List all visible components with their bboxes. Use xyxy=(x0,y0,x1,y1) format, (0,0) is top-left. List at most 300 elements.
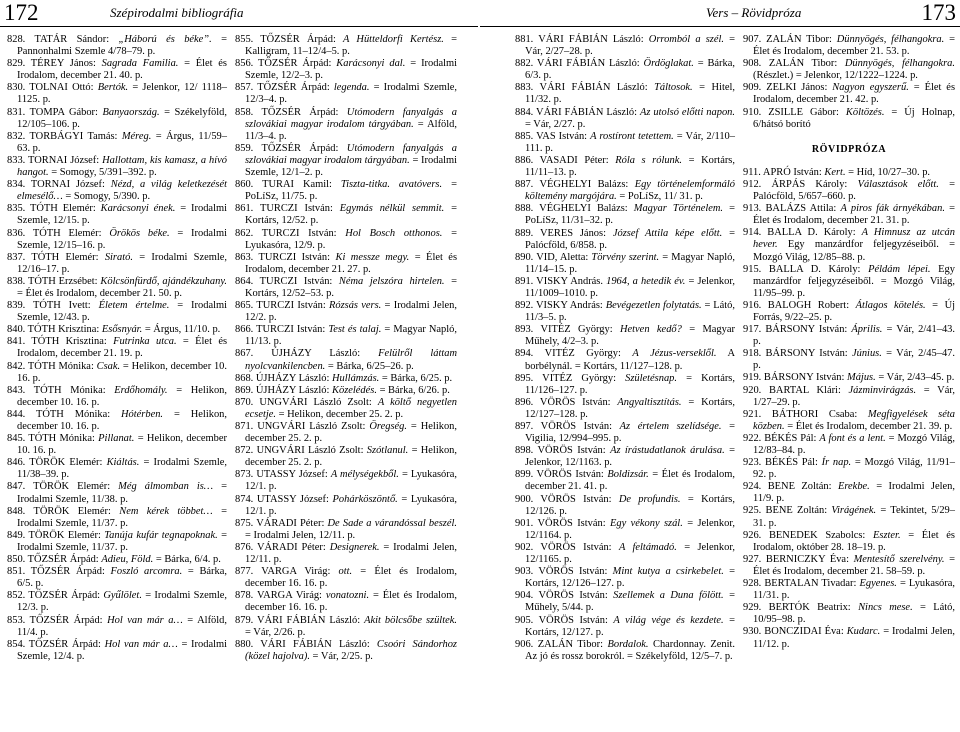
entry-source: = Jelenkor, 12/1163. p. xyxy=(525,445,735,469)
entry-author: 862. TURCZI István: xyxy=(235,227,346,239)
entry-author: 909. ZELKI János: xyxy=(743,82,833,94)
entry-title: Egymás nélkül semmit. xyxy=(339,203,445,215)
bibliography-entry xyxy=(515,276,735,300)
bibliography-entry xyxy=(7,336,227,360)
entry-source: = Kortárs, 12/127. p. xyxy=(525,614,735,638)
entry-source: = Irodalmi Szemle, 11/38. p. xyxy=(17,481,227,505)
entry-source: = PoLíSz, 11/31–32. p. xyxy=(525,203,735,227)
entry-author: 887. VÉGHELYI Balázs: xyxy=(515,179,635,191)
entry-source: = Jelenkor, 12/ 1118–1125. p. xyxy=(17,82,227,106)
entry-title: Adieu, Föld. xyxy=(101,554,154,566)
entry-author: 914. BALLA D. Károly: xyxy=(743,227,862,239)
entry-author: 921. BÁTHORI Csaba: xyxy=(743,408,868,420)
entry-source: = Vigilia, 12/994–995. p. xyxy=(525,421,735,445)
entry-author: 882. VÁRI FÁBIÁN László: xyxy=(515,58,644,70)
entry-author: 856. TŐZSÉR Árpád: xyxy=(235,58,337,70)
entry-title: „Háború és béke”. xyxy=(118,34,212,45)
entry-source: = Kortárs, 11/11–13. p. xyxy=(525,154,735,179)
entry-source: = Mozgó Világ, 11/91–92. p. xyxy=(753,457,956,481)
right-header-rule xyxy=(480,26,960,27)
bibliography-entry xyxy=(743,554,955,578)
entry-title: Dünnyögés, félhangokra. xyxy=(844,58,955,70)
entry-source: = Élet és Irodalom, december 16. 16. p. xyxy=(245,566,457,590)
bibliography-entry xyxy=(515,179,735,203)
entry-source: = Irodalmi Szemle, 12/3–4. p. xyxy=(245,82,457,106)
entry-author: 869. ÚJHÁZY László: xyxy=(235,384,333,396)
left-running-title: Szépirodalmi bibliográfia xyxy=(110,5,244,20)
entry-title: Erdőhomály. xyxy=(114,384,168,396)
bibliography-entry xyxy=(515,348,735,372)
entry-title: Kudarc. xyxy=(846,626,881,638)
bibliography-entry xyxy=(515,228,735,252)
entry-title: Pohárköszöntő. xyxy=(332,493,398,505)
entry-title: Karácsonyi ének. xyxy=(100,203,176,215)
entry-title: 1964, a hetedik év. xyxy=(606,275,686,287)
bibliography-entry xyxy=(7,252,227,276)
bibliography-entry xyxy=(7,590,227,614)
entry-author: 850. TŐZSÉR Árpád: xyxy=(7,554,102,566)
entry-source: = Vár, 2/27. p. xyxy=(525,118,586,130)
entry-title: Róla s rólunk. xyxy=(615,154,683,166)
entry-title: Akit bölcsőbe szültek. xyxy=(364,614,457,626)
entry-title: A font és a lent. xyxy=(819,432,886,444)
entry-title: Hol van már a… xyxy=(107,614,183,626)
entry-title: Tiszta-titka. avatóvers. xyxy=(340,179,443,191)
entry-author: 905. VÖRÖS István: xyxy=(515,614,614,626)
entry-title: Törvény szerint. xyxy=(591,251,660,263)
entry-title: Utómodern fanyalgás a szlovákiai magyar irodalom tárgyában. xyxy=(245,142,457,166)
entry-title: vonatozni. xyxy=(325,590,370,602)
entry-author: 865. TURCZI István: xyxy=(235,300,329,312)
bibliography-entry xyxy=(743,167,955,179)
entry-source: = Élet és Irodalom, december 16. 16. p. xyxy=(245,590,457,614)
bibliography-entry xyxy=(235,469,457,493)
entry-author: 828. TATÁR Sándor: xyxy=(7,34,119,45)
entry-title: Hullámzás. xyxy=(332,372,380,384)
bibliography-entry xyxy=(743,179,955,203)
entry-author: 924. BENE Zoltán: xyxy=(743,481,838,493)
entry-title: A költő negyetlen ecsetje. xyxy=(245,396,457,420)
entry-author: 852. TŐZSÉR Árpád: xyxy=(7,590,104,602)
entry-title: Pillanat. xyxy=(98,433,135,445)
bibliography-entry xyxy=(7,300,227,324)
entry-author: 897. VÖRÖS István: xyxy=(515,421,620,432)
bibliography-entry xyxy=(743,324,955,348)
entry-title: Csak. xyxy=(96,360,121,372)
entry-author: 910. ZSILLE Gábor: xyxy=(743,106,846,118)
bibliography-entry xyxy=(743,348,955,372)
bibliography-entry xyxy=(515,82,735,106)
entry-author: 903. VÖRÖS István: xyxy=(515,566,613,578)
entry-author: 920. BARTAL Klári: xyxy=(743,384,849,396)
entry-author: 915. BALLA D. Károly: xyxy=(743,263,869,275)
entry-title: Hol van már a… xyxy=(104,638,178,650)
bibliography-entry xyxy=(743,34,955,58)
entry-source: = Élet és Irodalom, december 21. 42. p. xyxy=(753,82,956,106)
bibliography-entry xyxy=(7,530,227,554)
entry-source: = Vár, 2/27–28. p. xyxy=(525,34,736,58)
entry-source: = Élet és Irodalom, december 21. 27. p. xyxy=(245,251,458,275)
bibliography-entry xyxy=(7,433,227,457)
bibliography-entry xyxy=(515,397,735,421)
entry-author: 846. TÖRÖK Elemér: xyxy=(7,457,107,469)
entry-author: 902. VÖRÖS István: xyxy=(515,541,619,553)
entry-source: = PoLíSz, 11/75. p. xyxy=(245,179,457,203)
entry-author: 834. TORNAI József: xyxy=(7,179,111,191)
entry-title: De Sade a várandóssal beszél. xyxy=(327,517,458,529)
entry-title: Örökös béke. xyxy=(109,227,170,239)
bibliography-entry xyxy=(743,107,955,131)
entry-title: Egy történelemformáló költemény margójára. xyxy=(525,179,735,203)
entry-title: Eszter. xyxy=(873,529,901,541)
entry-author: 906. ZALÁN Tibor: xyxy=(515,638,608,650)
entry-author: 926. BENEDEK Szabolcs: xyxy=(743,529,874,541)
bibliography-entry xyxy=(515,324,735,348)
bibliography-entry xyxy=(7,385,227,409)
bibliography-entry xyxy=(515,34,735,58)
entry-author: 907. ZALÁN Tibor: xyxy=(743,34,837,45)
entry-author: 912. ÁRPÁS Károly: xyxy=(743,178,858,190)
bibliography-entry xyxy=(7,203,227,227)
entry-title: Választások előtt. xyxy=(857,178,939,190)
entry-author: 892. VISKY András: xyxy=(515,300,606,312)
bibliography-entry xyxy=(515,131,735,155)
entry-author: 857. TŐZSÉR Árpád: xyxy=(235,82,334,94)
entry-source: = Élet és Irodalom, december 21. 50. p. xyxy=(17,287,183,299)
entry-source: = Tekintet, 5/29–31. p. xyxy=(753,505,955,529)
entry-source: = Helikon, december 10. 16. p. xyxy=(17,360,227,384)
entry-author: 927. BERNICZKY Éva: xyxy=(743,553,854,565)
bibliography-entry xyxy=(515,300,735,324)
entry-author: 918. BÁRSONY István: xyxy=(743,348,852,360)
bibliography-entry xyxy=(743,82,955,106)
entry-title: A világ vége és kezdete. xyxy=(613,614,724,626)
entry-title: József Attila képe előtt. xyxy=(612,227,723,239)
entry-source: = Jelenkor, 12/1165. p. xyxy=(525,541,735,566)
entry-source: = Élet és Irodalom, december 21. 39. p. xyxy=(784,420,953,432)
entry-source: = Látó, 11/3–5. p. xyxy=(525,300,736,324)
entry-author: 895. VITÉZ György: xyxy=(515,372,626,384)
entry-author: 876. VÁRADI Péter: xyxy=(235,541,330,553)
bibliography-entry xyxy=(7,58,227,82)
entry-author: 837. TÓTH Elemér: xyxy=(7,251,105,263)
entry-source: = Bárka, 6/4. p. xyxy=(153,554,221,566)
entry-source: = Irodalmi Szemle, 12/3. p. xyxy=(17,590,227,614)
bibliography-entry xyxy=(515,542,735,566)
entry-source: = Vár, 1/27–29. p. xyxy=(753,384,955,408)
entry-source: = Árgus, 11/59–63. p. xyxy=(17,130,227,154)
entry-author: 879. VÁRI FÁBIÁN László: xyxy=(235,614,365,626)
entry-title: Példám lépei. xyxy=(868,263,931,275)
entry-source: = Műhely, 5/44. p. xyxy=(525,590,735,614)
entry-source: = Helikon, december 10. 16. p. xyxy=(17,384,227,408)
entry-source: = Kalligram, 11–12/4–5. p. xyxy=(245,34,457,58)
entry-title: Orromból a szél. xyxy=(648,34,724,45)
entry-author: 858. TŐZSÉR Árpád: xyxy=(235,106,347,118)
entry-author: 891. VISKY András. xyxy=(515,275,607,287)
entry-author: 864. TURCZI István: xyxy=(235,275,339,287)
bibliography-entry xyxy=(7,228,227,252)
entry-author: 871. UNGVÁRI László Zsolt: xyxy=(235,421,370,432)
entry-title: Hallottam, kis kamasz, a hívó hangot. xyxy=(17,154,227,179)
entry-author: 842. TÓTH Mónika: xyxy=(7,360,97,372)
entry-title: Kiáltás. xyxy=(106,457,140,469)
entry-source: = Magyar Napló, 11/14–15. p. xyxy=(525,251,735,275)
bibliography-entry xyxy=(7,554,227,566)
entry-source: = Kortárs, 12/126. p. xyxy=(525,493,735,517)
entry-author: 881. VÁRI FÁBIÁN László: xyxy=(515,34,649,45)
entry-title: Még álmomban is… xyxy=(118,481,214,493)
entry-author: 923. BÉKÉS Pál: xyxy=(743,457,822,469)
entry-title: Esősnyár. xyxy=(101,324,143,336)
entry-source: = Irodalmi Jelen, 11/9. p. xyxy=(753,481,955,505)
entry-title: Életem értelme. xyxy=(98,300,170,312)
entry-source: = Mozgó Világ, 12/83–84. p. xyxy=(753,432,955,456)
bibliography-entry xyxy=(743,372,955,384)
entry-title: Mint kutya a csirkebelet. xyxy=(612,566,724,578)
bibliography-entry xyxy=(235,639,457,663)
entry-source: = Kortárs, 12/52. p. xyxy=(245,203,458,227)
bibliography-entry xyxy=(743,578,955,602)
right-page-header xyxy=(480,0,960,26)
bibliography-entry xyxy=(235,518,457,542)
entry-author: 893. VITÉZ György: xyxy=(515,324,620,336)
bibliography-entry xyxy=(743,457,955,481)
section-heading: RÖVIDPRÓZA xyxy=(811,143,887,155)
entry-author: 872. UNGVÁRI László Zsolt: xyxy=(235,445,367,457)
bibliography-entry xyxy=(7,131,227,155)
entry-author: 922. BÉKÉS Pál: xyxy=(743,432,820,444)
entry-source: = Élet és Irodalom, december 21. 58–59. p. xyxy=(753,553,955,577)
entry-source: = Lyukasóra, 12/1. p. xyxy=(245,493,458,517)
entry-source: = Élet és Irodalom, december 21. 53. p. xyxy=(753,34,955,58)
bibliography-entry xyxy=(235,276,457,300)
bibliography-entry xyxy=(235,203,457,227)
column-3 xyxy=(515,34,735,663)
entry-title: Néma jelszóra hirtelen. xyxy=(338,275,445,287)
entry-source: = Bárka, 6/25–26. p. xyxy=(325,360,414,372)
bibliography-entry xyxy=(515,615,735,639)
bibliography-entry xyxy=(515,373,735,397)
entry-source: = Új Holnap, 6/hátsó borító xyxy=(753,106,955,130)
entry-title: Kert. xyxy=(824,166,846,178)
entry-title: Hótérben. xyxy=(121,408,164,420)
entry-title: A piros fák árnyékában. xyxy=(840,203,945,215)
entry-source: = Kortárs, 11/126–127. p. xyxy=(525,372,735,396)
entry-author: 878. VARGA Virág: xyxy=(235,590,326,602)
entry-author: 889. VERES János: xyxy=(515,227,613,239)
entry-source: = Élet és Irodalom, december 21. 31. p. xyxy=(753,203,956,227)
entry-source: = Magyar Műhely, 4/2–3. p. xyxy=(525,324,735,348)
entry-source: = Lyukasóra, 11/31. p. xyxy=(753,578,955,602)
entry-title: A Hütteldorfi Kertész. xyxy=(343,34,444,45)
bibliography-entry xyxy=(235,494,457,518)
bibliography-entry xyxy=(235,179,457,203)
entry-source: = Kortárs, 12/52–53. p. xyxy=(245,275,458,299)
bibliography-entry xyxy=(743,505,955,529)
entry-title: Sirató. xyxy=(104,251,133,263)
right-page-number: 173 xyxy=(921,0,956,25)
entry-source: = Alföld, 11/3–4. p. xyxy=(245,118,458,142)
entry-source: = Irodalmi Szemle, 12/2–3. p. xyxy=(245,58,458,82)
entry-source: = Helikon, december 25. 2. p. xyxy=(276,408,404,420)
entry-source: = Helikon, december 10. 16. p. xyxy=(17,408,227,432)
bibliography-entry xyxy=(235,385,457,397)
bibliography-entry xyxy=(7,615,227,639)
bibliography-entry xyxy=(743,530,955,554)
entry-source: = Somogy, 5/391–392. p. xyxy=(48,167,157,179)
bibliography-entry xyxy=(7,506,227,530)
entry-author: 863. TURCZI István: xyxy=(235,251,336,263)
entry-source: = PoLíSz, 11/ 31. p. xyxy=(616,191,703,203)
bibliography-entry xyxy=(515,252,735,276)
entry-author: 884. VÁRI FÁBIÁN László: xyxy=(515,106,641,118)
entry-author: 861. TURCZI István: xyxy=(235,203,340,215)
bibliography-entry xyxy=(743,626,955,650)
entry-source: = Alföld, 11/4. p. xyxy=(17,614,228,638)
entry-author: 883. VÁRI FÁBIÁN László: xyxy=(515,82,655,94)
entry-title: Designerek. xyxy=(329,541,380,553)
entry-author: 838. TÓTH Erzsébet: xyxy=(7,275,101,287)
bibliography-entry xyxy=(743,433,955,457)
entry-title: Bertók. xyxy=(97,82,129,94)
bibliography-entry xyxy=(7,639,227,663)
entry-title: Nincs mese. xyxy=(858,602,913,614)
entry-source: = Helikon, december 25. 2. p. xyxy=(245,445,457,469)
entry-author: 900. VÖRÖS István: xyxy=(515,493,619,505)
entry-title: Jázminvirágzás. xyxy=(848,384,917,396)
bibliography-entry xyxy=(235,566,457,590)
entry-title: A mélységekből. xyxy=(330,469,399,481)
column-1 xyxy=(7,34,227,663)
entry-source: = Irodalmi Jelen, 12/11. p. xyxy=(245,529,356,541)
entry-title: Utómodern fanyalgás a szlovákiai magyar irodalom tárgyában. xyxy=(245,106,457,130)
entry-title: Karácsonyi dal. xyxy=(336,58,406,70)
entry-title: Egy vékony szál. xyxy=(610,517,683,529)
entry-source: = Irodalmi Szemle, 12/4. p. xyxy=(17,638,227,662)
entry-title: Május. xyxy=(847,372,876,384)
entry-author: 930. BONCZIDAI Éva: xyxy=(743,626,847,638)
bibliography-entry xyxy=(235,421,457,445)
bibliography-entry xyxy=(743,300,955,324)
bibliography-entry xyxy=(7,107,227,131)
entry-author: 845. TÓTH Mónika: xyxy=(7,433,99,445)
bibliography-entry xyxy=(7,409,227,433)
entry-title: Bevégezetlen folytatás. xyxy=(605,300,702,312)
entry-title: Az utolsó előtti napon. xyxy=(640,106,736,118)
entry-title: Ki messze megy. xyxy=(335,251,410,263)
entry-source: A borbélynál. = Kortárs, 11/127–128. p. xyxy=(525,348,735,372)
bibliography-entry xyxy=(743,481,955,505)
entry-title: legenda. xyxy=(333,82,370,94)
entry-source: = Pannonhalmi Szemle 4/78–79. p. xyxy=(17,34,227,58)
entry-title: Hol Bosch otthonos. xyxy=(345,227,443,239)
entry-title: Az írástudatlanok árulása. xyxy=(610,445,725,457)
entry-title: Rózsás vers. xyxy=(329,300,382,312)
bibliography-entry xyxy=(515,494,735,518)
bibliography-entry xyxy=(235,228,457,252)
entry-source: = Kortárs, 12/127–128. p. xyxy=(525,396,735,420)
right-running-title: Vers – Rövidpróza xyxy=(706,5,802,20)
entry-source: = Helikon, december 25. 2. p. xyxy=(245,421,457,445)
entry-author: 840. TÓTH Krisztina: xyxy=(7,324,102,336)
bibliography-entry xyxy=(7,179,227,203)
bibliography-entry xyxy=(743,203,955,227)
bibliography-entry xyxy=(235,542,457,566)
bibliography-entry xyxy=(7,324,227,336)
entry-source: = Irodalmi Jelen, 12/11. p. xyxy=(245,541,457,566)
entry-source: = Vár, 2/25. p. xyxy=(309,650,373,662)
bibliography-entry xyxy=(515,421,735,445)
entry-source: = Palócföld, 6/858. p. xyxy=(525,227,736,251)
column-4 xyxy=(743,34,955,651)
entry-author: 901. VÖRÖS István: xyxy=(515,517,610,529)
entry-title: Június. xyxy=(851,348,882,360)
entry-author: 899. VÖRÖS István: xyxy=(515,469,608,481)
entry-source: = Látó, 10/95–98. p. xyxy=(753,602,956,626)
entry-title: Felülről láttam nyolcvankilencben. xyxy=(245,348,458,372)
left-page-header xyxy=(0,0,478,26)
entry-title: Méreg. xyxy=(121,130,152,142)
entry-author: 844. TÓTH Mónika: xyxy=(7,408,122,420)
entry-author: 917. BÁRSONY István: xyxy=(743,324,852,336)
entry-title: Ördöglakat. xyxy=(643,58,694,70)
bibliography-entry xyxy=(743,409,955,433)
bibliography-entry xyxy=(515,518,735,542)
bibliography-entry xyxy=(7,361,227,385)
left-page-number: 172 xyxy=(4,0,39,25)
entry-source: Egy manzárdfor feljegyzéseiből. = Mozgó Világ, 12/85–88. p. xyxy=(753,239,955,263)
bibliography-entry xyxy=(235,324,457,348)
entry-title: A rostíront tetettem. xyxy=(590,130,674,142)
entry-title: Egyenes. xyxy=(859,578,897,590)
entry-author: 833. TORNAI József: xyxy=(7,154,103,166)
entry-title: Közelédés. xyxy=(332,384,377,396)
entry-title: Erekbe. xyxy=(838,481,870,493)
bibliography-entry xyxy=(235,615,457,639)
entry-title: Költözés. xyxy=(845,106,885,118)
entry-title: Magyar Történelem. xyxy=(633,203,724,215)
entry-source: = Híd, 10/27–30. p. xyxy=(845,166,931,178)
entry-author: 875. VÁRADI Péter: xyxy=(235,517,328,529)
entry-author: 849. TÖRÖK Elemér: xyxy=(7,529,105,541)
bibliography-entry xyxy=(235,397,457,421)
entry-title: Mentesítő szerelvény. xyxy=(853,553,945,565)
entry-title: Nagyon egyszerű. xyxy=(832,82,909,94)
entry-author: 868. ÚJHÁZY László: xyxy=(235,372,333,384)
entry-author: 867. ÚJHÁZY László: xyxy=(235,348,379,360)
bibliography-entry xyxy=(7,457,227,481)
entry-source: = Kortárs, 12/126–127. p. xyxy=(525,566,735,590)
entry-author: 919. BÁRSONY István: xyxy=(743,372,847,384)
bibliography-entry xyxy=(7,481,227,505)
entry-source: = Somogy, 5/390. p. xyxy=(62,191,151,203)
bibliography-entry xyxy=(515,469,735,493)
entry-author: 847. TÖRÖK Elemér: xyxy=(7,481,119,493)
entry-source: = Vár, 2/45–47. p. xyxy=(753,348,955,372)
entry-title: Szótlanul. xyxy=(366,445,409,457)
entry-source: (Részlet.) = Jelenkor, 12/1222–1224. p. xyxy=(753,70,918,82)
bibliography-entry xyxy=(515,203,735,227)
entry-source: = Vár, 2/43–45. p. xyxy=(875,372,955,384)
entry-title: Megfigyelések séta közben. xyxy=(753,408,955,432)
entry-author: 866. TURCZI István: xyxy=(235,324,329,336)
entry-title: A Himnusz az utcán hever. xyxy=(753,227,955,251)
bibliography-entry xyxy=(235,373,457,385)
entry-author: 848. TÖRÖK Elemér: xyxy=(7,505,120,517)
entry-author: 925. BENE Zoltán: xyxy=(743,505,832,517)
entry-source: = Irodalmi Szemle, 12/1–2. p. xyxy=(245,154,457,179)
